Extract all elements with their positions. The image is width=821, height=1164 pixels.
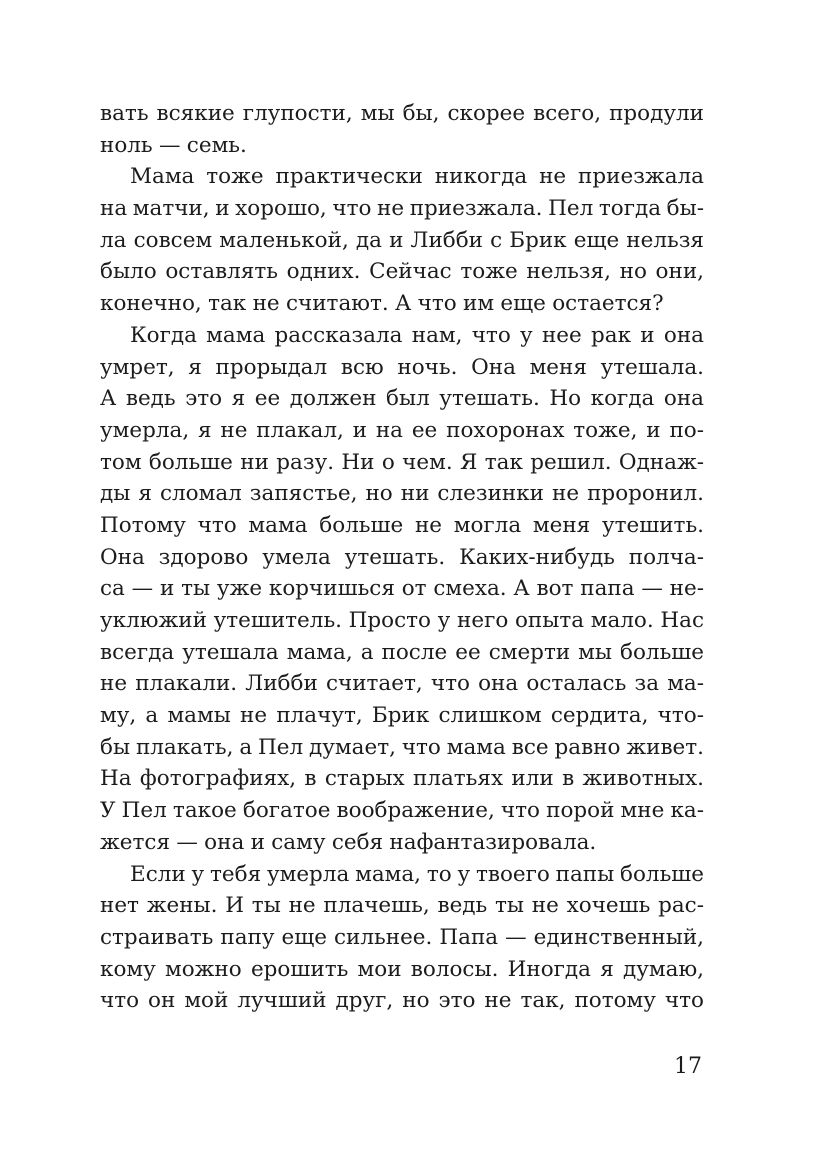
text-line: конечно, так не считают. А что им еще остается? [100,291,664,317]
text-line: умерла, я не плакал, и на ее похоронах тоже, и по- [100,417,704,443]
text-line: му, а мамы не плачут, Брик слишком сердита, что- [100,703,704,729]
text-line: са — и ты уже корчишься от смеха. А вот папа — не- [100,576,704,602]
text-line: А ведь это я ее должен был утешать. Но когда она [100,386,704,412]
text-line: нет жены. И ты не плачешь, ведь ты не хочешь рас- [100,893,704,919]
text-line: Если у тебя умерла мама, то у твоего папы больше [130,861,704,887]
text-line: что он мой лучший друг, но это не так, потому что [100,988,704,1014]
text-line: ла совсем маленькой, да и Либби с Брик еще нельзя [100,227,704,253]
text-line: ноль — семь. [100,132,247,158]
text-line: уклюжий утешитель. Просто у него опыта мало. Нас [100,608,704,633]
text-line: жется — она и саму себя нафантазировала. [100,829,597,855]
text-line: не плакали. Либби считает, что она осталась за ма- [100,671,704,697]
text-line: У Пел такое богатое воображение, что порой мне ка- [100,798,704,824]
text-line: вать всякие глупости, мы бы, скорее всего, продули [100,101,704,126]
text-line: Она здорово умела утешать. Каких-нибудь полча- [100,544,704,570]
text-line: было оставлять одних. Сейчас тоже нельзя, но они, [100,259,704,285]
text-line: том больше ни разу. Ни о чем. Я так решил. Однаж- [100,449,704,475]
text-line: Потому что мама больше не могла меня утешить. [100,512,704,538]
text-line: на матчи, и хорошо, что не приезжала. Пел тогда бы- [100,196,704,222]
body-text [100,98,704,1017]
text-line: бы плакать, а Пел думает, что мама все равно живет. [100,734,704,760]
text-line: На фотографиях, в старых платьях или в животных. [100,766,704,792]
text-line: кому можно ерошить мои волосы. Иногда я думаю, [100,956,704,982]
page-number: 17 [674,1054,702,1079]
text-line: Мама тоже практически никогда не приезжала [130,164,704,190]
text-line: всегда утешала мама, а после ее смерти мы больше [100,639,704,665]
text-line: Когда мама рассказала нам, что у нее рак и она [130,322,704,348]
text-line: умрет, я прорыдал всю ночь. Она меня утешала. [100,354,704,380]
text-line: страивать папу еще сильнее. Папа — единственный, [100,924,704,950]
text-line: ды я сломал запястье, но ни слезинки не проронил. [100,481,704,507]
